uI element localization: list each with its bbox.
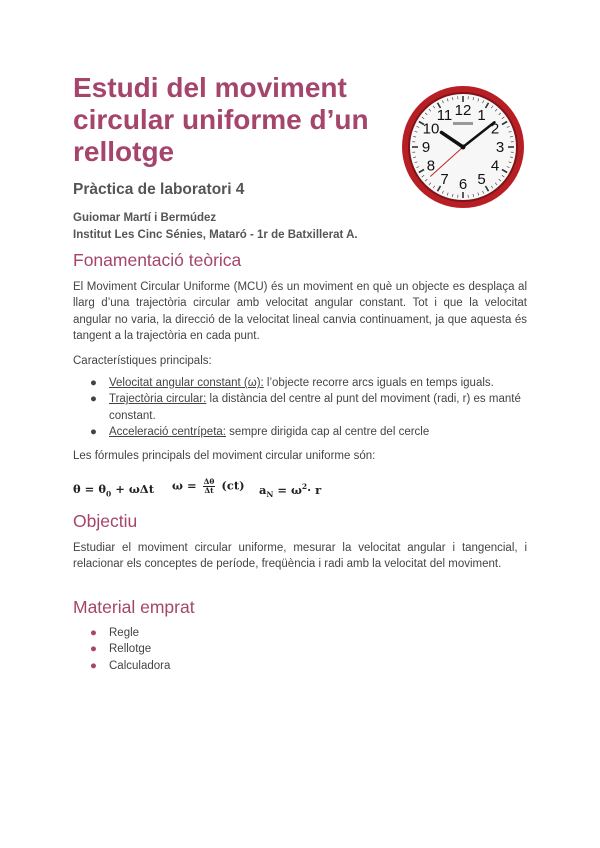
material-item: Calculadora	[109, 659, 171, 672]
clock-number: 12	[454, 102, 472, 119]
bullet: ●	[90, 627, 97, 639]
material-list	[73, 625, 527, 674]
title-line: Estudi del moviment	[73, 72, 347, 103]
clock-number: 11	[436, 106, 453, 124]
formula-angle-rhs: + ωΔt	[111, 482, 155, 496]
features-intro: Característiques principals:	[73, 355, 212, 367]
clock-number: 3	[495, 139, 505, 156]
formula-rhs: · r	[307, 482, 322, 497]
formula-centripetal	[259, 482, 321, 499]
wall-clock-image	[400, 84, 526, 210]
page-title	[73, 72, 393, 168]
feature-text: l’objecte recorre arcs iguals en temps iguals.	[263, 377, 494, 389]
feature-term: Trajectòria circular:	[109, 393, 207, 406]
material-item: Regle	[109, 627, 140, 639]
clock-brand-label	[453, 122, 473, 125]
heading-material: Material emprat	[73, 597, 195, 617]
heading-objectiu: Objectiu	[73, 511, 138, 531]
title-line: rellotge	[73, 136, 175, 167]
fraction-denominator: Δt	[204, 486, 214, 495]
material-item: Rellotge	[109, 643, 152, 656]
clock-number: 6	[458, 176, 468, 193]
formula-omega-fraction	[203, 478, 216, 495]
formula-omega	[172, 478, 245, 495]
institution: Institut Les Cinc Sénies, Mataró - 1r de Batxillerat A.	[73, 229, 358, 241]
list-item	[73, 625, 527, 641]
formula-a: a	[259, 482, 267, 497]
feature-text: la distància del centre al punt del moviment (radi, r) es manté constant.	[109, 393, 521, 422]
list-item	[73, 424, 527, 440]
clock-number: 4	[490, 157, 500, 175]
author-block	[73, 210, 358, 244]
formula-a-sub: N	[266, 490, 274, 500]
clock-number: 5	[477, 171, 486, 189]
formula-angle-lhs: θ = θ	[73, 482, 106, 496]
fonamentacio-paragraph: El Moviment Circular Uniforme (MCU) és un moviment en què un objecte es desplaça al llarg d’una trajectòria circular amb velocitat angular constant. Tot i que la velocitat angular no varia, la direcció de la velocitat lineal canvia continuament, ja que aquesta és tangent a la trajectòria en cada punt.	[73, 281, 527, 342]
bullet: ●	[90, 393, 97, 406]
feature-term: Velocitat angular constant (ω):	[109, 377, 264, 389]
subtitle: Pràctica de laboratori 4	[73, 181, 245, 198]
list-item	[73, 391, 527, 424]
bullet: ●	[90, 377, 97, 389]
formulas-intro: Les fórmules principals del moviment circular uniforme són:	[73, 450, 376, 462]
bullet: ●	[90, 425, 97, 438]
clock-number: 10	[422, 120, 440, 138]
feature-term: Acceleració centrípeta:	[109, 425, 226, 438]
clock-center-pin	[461, 145, 466, 150]
list-item	[73, 658, 527, 674]
list-item	[73, 375, 527, 391]
feature-text: sempre dirigida cap al centre del cercle	[225, 425, 430, 438]
formula-omega-rhs: (ct)	[217, 478, 245, 493]
clock-number: 8	[426, 157, 436, 175]
author-name: Guiomar Martí i Bermúdez	[73, 212, 217, 224]
features-list	[73, 375, 527, 440]
clock-number: 1	[477, 106, 486, 124]
objectiu-paragraph: Estudiar el moviment circular uniforme, mesurar la velocitat angular i tangencial, i relacionar els conceptes de període, freqüència i radi amb la velocitat del moviment.	[73, 542, 527, 571]
bullet: ●	[90, 659, 97, 672]
formula-angle	[73, 482, 154, 498]
bullet: ●	[90, 643, 97, 656]
clock-number: 7	[440, 171, 449, 189]
clock-number: 2	[490, 120, 500, 138]
fraction-numerator: Δθ	[203, 477, 215, 486]
formula-sup: 2	[301, 482, 308, 491]
list-item	[73, 641, 527, 657]
title-line: circular uniforme d’un	[73, 104, 369, 135]
formula-angle-sub: 0	[105, 489, 112, 499]
formula-mid: = ω	[273, 482, 302, 497]
heading-fonamentacio: Fonamentació teòrica	[73, 250, 242, 270]
formula-omega-lhs: ω =	[172, 478, 201, 493]
clock-number: 9	[421, 139, 431, 156]
